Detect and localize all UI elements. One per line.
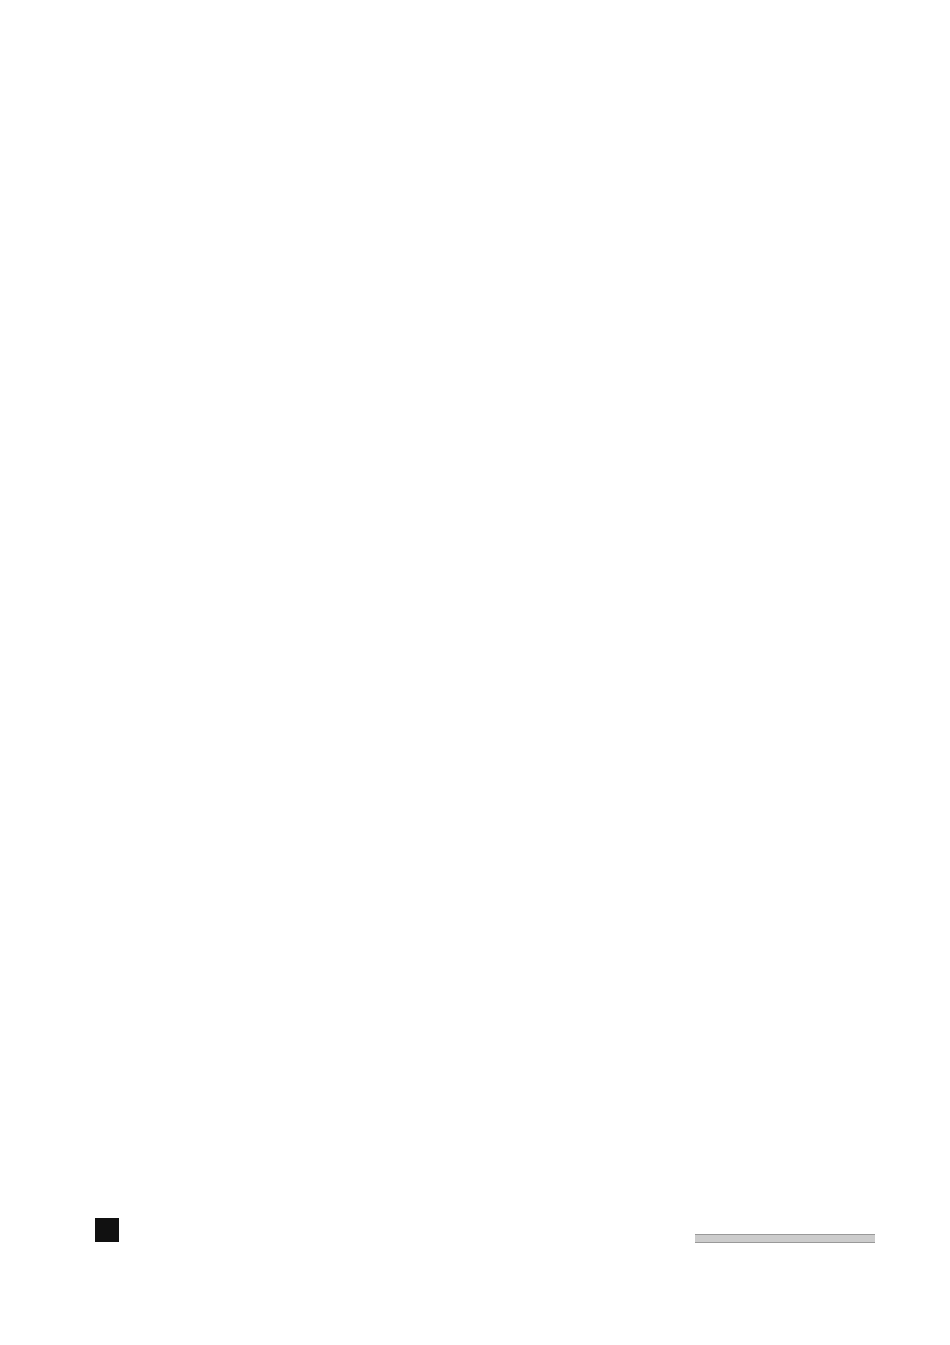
- figure-3-chart: [110, 155, 415, 405]
- page-footer: [95, 1218, 875, 1248]
- page-number: [95, 1218, 119, 1242]
- section-bar: [695, 1234, 875, 1243]
- figure-4-chart: [110, 442, 415, 704]
- left-column-text: [95, 742, 463, 744]
- figure-5-spectrum: [492, 680, 877, 1110]
- section-banner: [695, 1218, 875, 1242]
